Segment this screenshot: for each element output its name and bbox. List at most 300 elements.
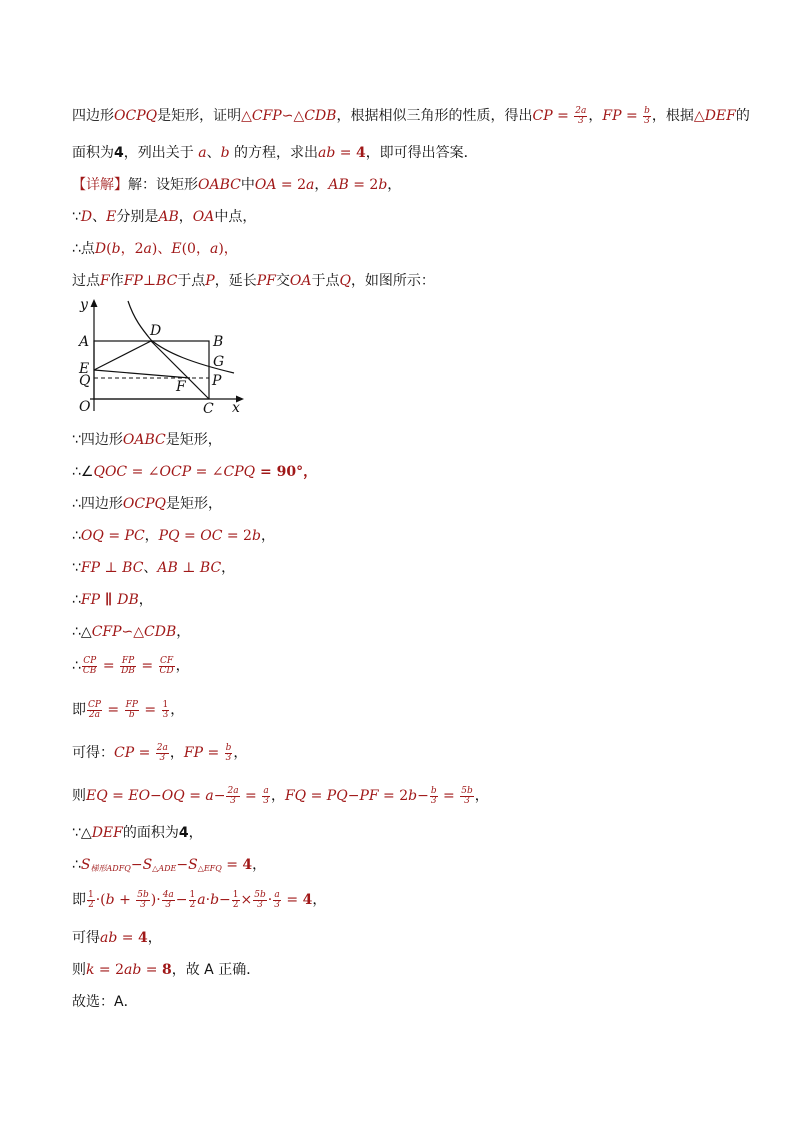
math: =	[240, 788, 262, 804]
math: OA	[254, 177, 277, 193]
math: =	[141, 962, 162, 978]
numerator: b	[225, 742, 232, 753]
math: b	[408, 788, 418, 804]
math: ⊥	[100, 560, 123, 576]
step-line	[72, 823, 728, 843]
fraction	[136, 891, 150, 910]
math: −	[347, 788, 360, 804]
text: ，	[233, 745, 248, 761]
math: OCPQ	[122, 496, 167, 512]
math: = ∠	[127, 464, 160, 480]
text: ∴	[72, 592, 81, 608]
fraction	[262, 787, 270, 806]
fraction	[159, 657, 175, 676]
denominator: 2a	[88, 709, 101, 720]
text: ∴∠	[72, 464, 94, 480]
label-G: G	[213, 354, 225, 370]
math: D	[80, 209, 93, 225]
text: ∵四边形	[72, 432, 123, 448]
text: ，	[144, 528, 159, 544]
text: 、	[143, 560, 158, 576]
math: F	[100, 273, 110, 289]
math: OA	[192, 209, 215, 225]
number: 4	[114, 145, 124, 161]
math: PQ	[326, 788, 348, 804]
math: a	[143, 241, 152, 257]
text: ，	[387, 177, 402, 193]
label-B: B	[213, 334, 224, 350]
text: ，	[176, 624, 191, 640]
analysis-line-2	[72, 143, 728, 163]
subscript: 梯形	[90, 864, 107, 873]
step-line	[72, 271, 728, 291]
step-line	[72, 656, 728, 676]
math: ab	[317, 145, 336, 161]
math: = ∠	[191, 464, 224, 480]
step-line	[72, 430, 728, 450]
numerator: 1	[88, 889, 94, 900]
equals: =	[98, 658, 120, 674]
math: BC	[122, 560, 144, 576]
equals: =	[136, 658, 158, 674]
step-line	[72, 462, 728, 482]
fraction	[162, 891, 175, 910]
step-line	[72, 590, 728, 610]
numerator: b	[430, 785, 437, 796]
math: OABC	[198, 177, 241, 193]
math: OC	[200, 528, 223, 544]
text: 则	[72, 788, 86, 804]
math: AB	[157, 560, 178, 576]
math: k	[86, 962, 95, 978]
math: FP	[80, 560, 101, 576]
math: FP	[602, 108, 622, 124]
text: 则	[72, 962, 86, 978]
triangle-symbol: △	[241, 108, 252, 124]
math: CFP	[91, 624, 122, 640]
math: b	[251, 528, 261, 544]
answer-text: 故选：A．	[72, 994, 138, 1010]
denominator: 3	[162, 709, 169, 720]
denominator: 3	[577, 115, 584, 126]
math: AB	[328, 177, 349, 193]
text: ∴四边形	[72, 496, 123, 512]
number: 4	[355, 145, 366, 161]
fraction	[253, 891, 267, 910]
similar-symbol: ∽	[281, 108, 294, 124]
numerator: FP	[121, 655, 135, 666]
math: EQ	[86, 788, 108, 804]
text: ∴△	[72, 624, 92, 640]
fraction	[226, 787, 239, 806]
math: DB	[117, 592, 139, 608]
math: ∽△	[121, 624, 145, 640]
text: 、	[92, 209, 107, 225]
math: )，	[218, 241, 238, 257]
math: P	[205, 273, 215, 289]
step-line	[72, 700, 728, 720]
triangle-symbol: △	[293, 108, 305, 124]
math: b	[105, 892, 115, 908]
math: = 2	[94, 962, 125, 978]
numerator: CP	[88, 699, 101, 710]
numerator: 4a	[162, 889, 174, 900]
denominator: DB	[121, 665, 135, 676]
step-line	[72, 558, 728, 578]
subscript: △	[152, 864, 159, 873]
equals: =	[139, 702, 161, 718]
rectangle-OABC	[94, 341, 209, 399]
math: =	[107, 788, 129, 804]
denominator: 3	[263, 795, 269, 806]
math: QOC	[93, 464, 128, 480]
text: ，	[221, 560, 236, 576]
fraction	[120, 657, 136, 676]
text: 、	[206, 145, 221, 161]
label-x: x	[232, 400, 240, 416]
text: 可得	[72, 930, 100, 946]
denominator: 3	[274, 899, 280, 910]
numerator: 5b	[254, 889, 266, 900]
text: ，	[270, 788, 285, 804]
fraction	[162, 701, 170, 720]
text: ∴	[72, 658, 81, 674]
math: =	[281, 892, 303, 908]
text: ，根据	[651, 108, 694, 124]
math: Q	[339, 273, 351, 289]
step-line	[72, 890, 728, 910]
text: 作	[109, 273, 124, 289]
numerator: 1	[232, 889, 239, 900]
text: 即	[72, 892, 86, 908]
math: E	[171, 241, 182, 257]
label-A: A	[79, 334, 90, 350]
step-line	[72, 855, 728, 879]
text: 是矩形，	[165, 432, 222, 448]
text: ，	[188, 825, 203, 841]
math: ⊥	[142, 273, 157, 289]
number: 4	[242, 857, 253, 873]
fraction	[460, 787, 474, 806]
fraction	[225, 744, 233, 763]
step-line	[72, 743, 728, 763]
math: FQ	[284, 788, 307, 804]
math: OCP	[159, 464, 192, 480]
math: ×	[240, 892, 253, 908]
math: EO	[128, 788, 151, 804]
denominator: 3	[430, 795, 437, 806]
math: FP	[183, 745, 204, 761]
text: 是矩形，	[166, 496, 223, 512]
equals: =	[335, 145, 356, 161]
text: 的面积为	[122, 825, 179, 841]
math: E	[106, 209, 117, 225]
fraction	[125, 701, 139, 720]
math: ⊥	[177, 560, 200, 576]
math: =	[184, 788, 206, 804]
step-line	[72, 622, 728, 642]
number: 4	[178, 825, 189, 841]
text: ，即可得出答案．	[365, 145, 478, 161]
math: BC	[156, 273, 178, 289]
fraction	[156, 744, 169, 763]
numerator: 2a	[575, 105, 587, 116]
denominator: 3	[140, 899, 146, 910]
denominator: 3	[159, 752, 166, 763]
math: −	[130, 857, 143, 873]
math: CDB	[304, 108, 337, 124]
analysis-line-1	[72, 105, 750, 126]
math: =	[117, 930, 138, 946]
fraction	[87, 891, 95, 910]
text: ，	[314, 177, 329, 193]
math: −	[213, 788, 226, 804]
math: (0，	[181, 241, 210, 257]
text: 即	[72, 702, 86, 718]
math: +	[114, 892, 136, 908]
math: −	[150, 788, 162, 804]
text: 的方程，求出	[229, 145, 318, 161]
fraction	[87, 701, 102, 720]
label-O: O	[79, 399, 91, 415]
text: 过点	[72, 273, 100, 289]
step-line	[72, 786, 728, 806]
denominator: 3	[257, 899, 263, 910]
fraction	[574, 107, 587, 126]
text: ，根据相似三角形的性质，得出	[336, 108, 533, 124]
numerator: 2a	[227, 785, 239, 796]
math: a	[209, 241, 219, 257]
math: AB	[158, 209, 179, 225]
text: 的	[735, 108, 750, 124]
math: D	[94, 241, 107, 257]
math: a	[197, 892, 206, 908]
label-Q: Q	[79, 373, 91, 389]
denominator: 3	[165, 899, 172, 910]
step-line	[72, 960, 728, 980]
numerator: a	[263, 785, 269, 796]
math: −	[417, 788, 429, 804]
geometry-figure	[72, 295, 252, 417]
math: CP	[114, 745, 135, 761]
math: CPQ	[223, 464, 256, 480]
math: )、	[151, 241, 172, 257]
math: ab	[124, 962, 142, 978]
denominator: 3	[230, 795, 236, 806]
text: 中	[240, 177, 255, 193]
text: 是矩形，证明	[157, 108, 242, 124]
denominator: 3	[464, 795, 470, 806]
text: ，如图所示：	[350, 273, 435, 289]
math: a	[205, 788, 214, 804]
text: ，	[588, 108, 603, 124]
fraction	[430, 787, 438, 806]
detail-label: 【详解】	[72, 177, 128, 193]
text: ∴点	[72, 241, 95, 257]
math: =	[103, 528, 125, 544]
equals: =	[552, 108, 574, 124]
math: = 2	[276, 177, 306, 193]
math: −	[175, 892, 188, 908]
text: ，	[312, 892, 327, 908]
math: =	[438, 788, 460, 804]
answer-line	[72, 992, 728, 1012]
math: b	[220, 145, 230, 161]
math: b	[378, 177, 388, 193]
detail-heading-line	[72, 175, 728, 195]
text: 解：设矩形	[128, 177, 198, 193]
math: = 2	[222, 528, 252, 544]
numerator: 5b	[461, 785, 473, 796]
numerator: 1	[189, 889, 196, 900]
step-line	[72, 207, 728, 227]
text: 分别是	[116, 209, 159, 225]
step-line	[72, 928, 728, 948]
math: = 2	[378, 788, 409, 804]
numerator: CP	[83, 655, 97, 666]
subscript: △	[197, 864, 204, 873]
numerator: 5b	[137, 889, 149, 900]
label-y: y	[80, 297, 88, 313]
math: OABC	[122, 432, 166, 448]
numerator: 2a	[156, 742, 168, 753]
text: ∵△	[72, 825, 92, 841]
math: S	[80, 857, 91, 873]
math: (	[106, 241, 112, 257]
denominator: b	[128, 709, 135, 720]
numerator: CF	[160, 655, 174, 666]
text: 四边形	[72, 108, 114, 124]
text: ，	[170, 702, 185, 718]
text: ，	[474, 788, 489, 804]
subscript: ADE	[158, 864, 177, 873]
label-D: D	[150, 323, 162, 339]
math: OA	[289, 273, 312, 289]
text: ，延长	[214, 273, 257, 289]
label-C: C	[203, 401, 214, 417]
text: 可得：	[72, 745, 114, 761]
math: PC	[124, 528, 145, 544]
text: ∴	[72, 857, 81, 873]
math: = 90°，	[255, 464, 318, 480]
math: =	[179, 528, 201, 544]
math: ·	[205, 892, 211, 908]
equals: =	[203, 745, 224, 761]
denominator: CB	[82, 665, 97, 676]
text: 于点	[177, 273, 206, 289]
fraction	[273, 891, 281, 910]
math: ∥	[100, 592, 118, 608]
text: ，	[175, 658, 190, 674]
math: PQ	[158, 528, 180, 544]
denominator: CD	[159, 665, 174, 676]
denominator: 3	[644, 115, 650, 126]
math: b	[111, 241, 121, 257]
math: CP	[532, 108, 553, 124]
math: PF	[256, 273, 276, 289]
text: ，	[169, 745, 184, 761]
text: ∵	[72, 560, 81, 576]
text: 交	[275, 273, 290, 289]
number: 4	[302, 892, 313, 908]
equals: =	[102, 702, 124, 718]
math: FP	[80, 592, 101, 608]
denominator: 2	[189, 899, 196, 910]
math: ·	[267, 892, 273, 908]
math: CFP	[251, 108, 282, 124]
segment-EF	[94, 370, 190, 378]
text: 于点	[311, 273, 340, 289]
math: S	[142, 857, 153, 873]
number: 4	[137, 930, 148, 946]
math: CDB	[144, 624, 177, 640]
numerator: FP	[125, 699, 138, 710]
fraction	[232, 891, 240, 910]
y-axis-arrow-icon	[91, 299, 98, 307]
math: ，2	[120, 241, 144, 257]
math: a	[198, 145, 207, 161]
equals: =	[621, 108, 643, 124]
label-E: E	[79, 361, 90, 377]
math: BC	[199, 560, 222, 576]
denominator: 2	[232, 899, 239, 910]
text: 面积为	[72, 145, 114, 161]
text: ∴	[72, 528, 81, 544]
math: S	[188, 857, 198, 873]
math: =	[306, 788, 327, 804]
math: b	[210, 892, 220, 908]
text: 中点，	[214, 209, 257, 225]
fraction	[189, 891, 197, 910]
math: a	[306, 177, 315, 193]
text: ，	[260, 528, 275, 544]
math: −	[219, 892, 231, 908]
text: ，故 A 正确．	[171, 962, 261, 978]
denominator: 3	[225, 752, 232, 763]
math: =	[221, 857, 243, 873]
step-line	[72, 494, 728, 514]
math: OCPQ	[114, 108, 158, 124]
text: ，	[147, 930, 162, 946]
label-F: F	[176, 379, 186, 395]
numerator: 1	[162, 699, 169, 710]
text: ，	[178, 209, 193, 225]
numerator: a	[274, 889, 280, 900]
label-P: P	[212, 373, 222, 389]
step-line	[72, 239, 728, 259]
number: 8	[161, 962, 172, 978]
text: ，	[138, 592, 153, 608]
math: = 2	[348, 177, 379, 193]
math: OQ	[161, 788, 185, 804]
math: DEF	[91, 825, 123, 841]
math: −	[176, 857, 189, 873]
segment-ED	[94, 341, 151, 370]
numerator: b	[644, 105, 650, 116]
triangle-symbol: △	[693, 108, 705, 124]
text: ∵	[72, 209, 81, 225]
fraction	[643, 107, 651, 126]
math: DEF	[704, 108, 736, 124]
text: ，列出关于	[123, 145, 199, 161]
subscript: ADFQ	[106, 864, 131, 873]
denominator: 2	[88, 899, 94, 910]
text: ，	[252, 857, 267, 873]
math: FP	[123, 273, 143, 289]
equals: =	[134, 745, 155, 761]
step-line	[72, 526, 728, 546]
subscript: EFQ	[203, 864, 222, 873]
